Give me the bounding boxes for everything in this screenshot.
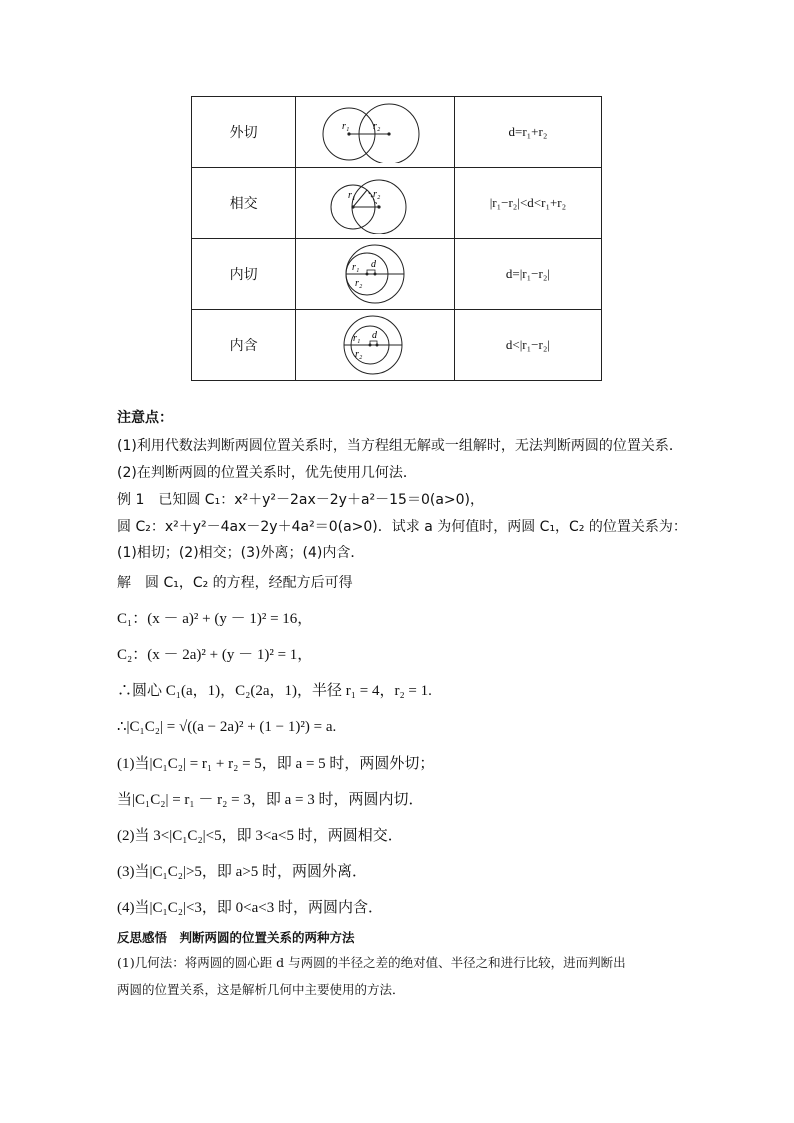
label-r1: r₁ xyxy=(342,121,350,132)
label-r2: r₂ xyxy=(355,278,363,289)
table-row xyxy=(192,97,602,168)
solution-line: (1)当|C₁C₂| = r₁ + r₂ = 5，即 a = 5 时，两圆外切； xyxy=(117,756,435,772)
table-row xyxy=(192,310,602,381)
example-line: 圆 C₂：x²＋y²－4ax－2y＋4a²＝0(a>0)．试求 a 为何值时，两圆 C₁，C₂ 的位置关系为： xyxy=(117,519,687,535)
note-item: (1)利用代数法判断两圆位置关系时，当方程组无解或一组解时，无法判断两圆的位置关系． xyxy=(117,438,683,454)
solution-intro: 解 圆 C₁，C₂ 的方程，经配方后可得 xyxy=(117,575,353,591)
reflection-line: 两圆的位置关系，这是解析几何中主要使用的方法． xyxy=(117,982,405,997)
diagram-cell xyxy=(296,97,455,168)
diagram-cell xyxy=(296,168,455,239)
solution-line: (2)当 3<|C₁C₂|<5，即 3<a<5 时，两圆相交． xyxy=(117,828,403,844)
solution-equation: C₂：(x － 2a)² + (y － 1)² = 1， xyxy=(117,647,313,663)
relation-formula: d=|r₁−r₂| xyxy=(454,239,601,310)
relation-name: 相交 xyxy=(192,168,296,239)
label-r1: r₁ xyxy=(353,333,361,344)
notes-title: 注意点： xyxy=(117,410,173,426)
note-item: (2)在判断两圆的位置关系时，优先使用几何法． xyxy=(117,465,417,481)
label-d: d xyxy=(371,259,377,270)
example-line: (1)相切；(2)相交；(3)外离；(4)内含． xyxy=(117,545,365,561)
relation-name: 内含 xyxy=(192,310,296,381)
relation-formula: d<|r₁−r₂| xyxy=(454,310,601,381)
label-r2: r₂ xyxy=(355,349,363,360)
diagram-cell xyxy=(296,310,455,381)
diagram-cell xyxy=(296,239,455,310)
solution-line: (4)当|C₁C₂|<3，即 0<a<3 时，两圆内含． xyxy=(117,900,384,916)
relation-formula: |r₁−r₂|<d<r₁+r₂ xyxy=(454,168,601,239)
relation-name: 外切 xyxy=(192,97,296,168)
solution-line: (3)当|C₁C₂|>5，即 a>5 时，两圆外离． xyxy=(117,864,368,880)
table-row xyxy=(192,239,602,310)
label-r1: r₁ xyxy=(348,190,356,201)
table-row xyxy=(192,168,602,239)
solution-equation: C₁：(x － a)² + (y － 1)² = 16， xyxy=(117,611,313,627)
circle-relation-table xyxy=(191,96,602,381)
label-r2: r₂ xyxy=(373,121,381,132)
reflection-line: (1)几何法：将两圆的圆心距 d 与两圆的半径之差的绝对值、半径之和进行比较，进而判断出 xyxy=(117,955,626,970)
relation-name: 内切 xyxy=(192,239,296,310)
intersecting-diagram xyxy=(315,172,435,234)
external-tangent-diagram xyxy=(315,101,435,163)
solution-line: 当|C₁C₂| = r₁ － r₂ = 3，即 a = 3 时，两圆内切． xyxy=(117,792,424,808)
example-line: 例 1 已知圆 C₁：x²＋y²－2ax－2y＋a²－15＝0(a>0)， xyxy=(117,492,485,508)
reflection-title: 反思感悟 判断两圆的位置关系的两种方法 xyxy=(117,930,355,945)
label-r1: r₁ xyxy=(352,262,360,273)
label-d: d xyxy=(372,330,378,341)
internal-tangent-diagram xyxy=(315,243,435,305)
solution-line: ∴|C₁C₂| = √((a − 2a)² + (1 − 1)²) = a. xyxy=(117,719,337,735)
solution-line: ∴圆心 C₁(a，1)，C₂(2a，1)，半径 r₁ = 4，r₂ = 1. xyxy=(117,683,432,699)
relation-formula: d=r₁+r₂ xyxy=(454,97,601,168)
contained-diagram xyxy=(315,314,435,376)
label-r2: r₂ xyxy=(373,189,381,200)
